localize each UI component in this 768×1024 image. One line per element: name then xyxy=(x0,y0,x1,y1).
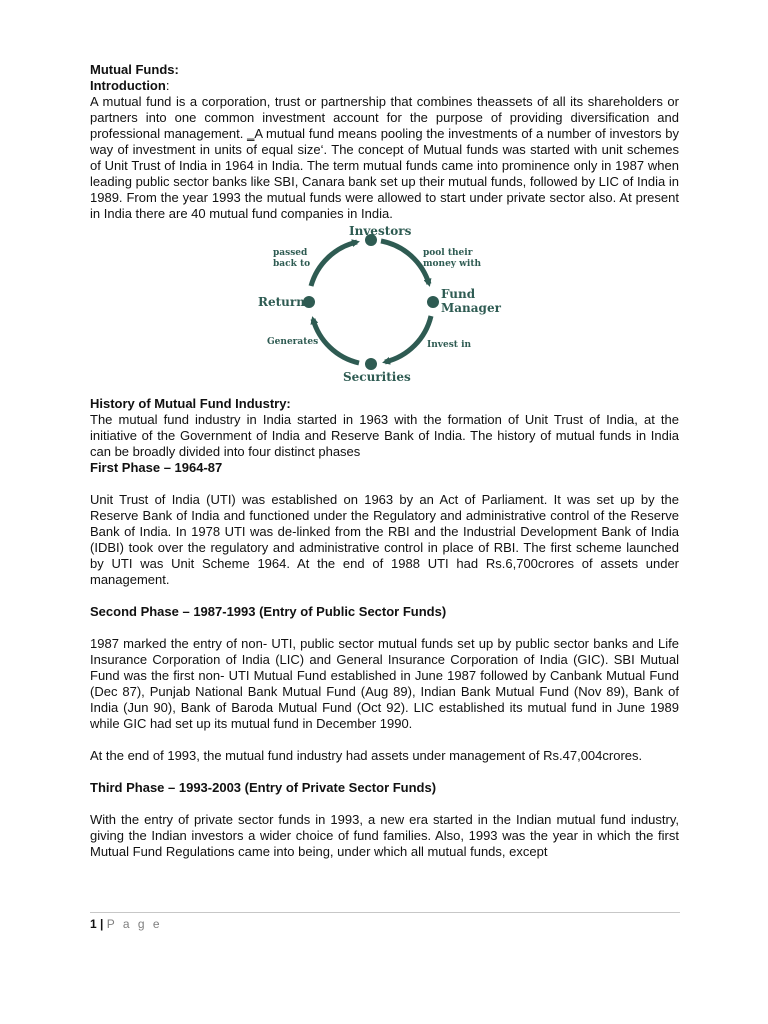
node-fund-manager xyxy=(427,296,439,308)
label-returns: Returns xyxy=(257,295,312,309)
history-heading: History of Mutual Fund Industry: xyxy=(90,396,291,411)
page-number: 1 xyxy=(90,917,97,931)
footer-separator: | xyxy=(100,917,104,931)
phase3-heading: Third Phase – 1993-2003 (Entry of Private Sector Funds) xyxy=(90,780,437,795)
introduction-label: Introduction xyxy=(90,78,166,93)
cycle-diagram-svg xyxy=(255,224,515,384)
arc-fund-to-securities xyxy=(385,316,431,362)
page-footer xyxy=(90,912,680,931)
label-pool-line1: pool their xyxy=(422,248,472,258)
label-fund-line1: Fund xyxy=(440,287,475,301)
node-securities xyxy=(365,358,377,370)
label-investors: Investors xyxy=(348,224,411,238)
phase2-heading: Second Phase – 1987-1993 (Entry of Public Sector Funds) xyxy=(90,604,447,619)
label-passed-line1: passed xyxy=(272,248,307,258)
phase2-end-paragraph: At the end of 1993, the mutual fund industry had assets under management of Rs.47,004crores. xyxy=(90,748,643,763)
history-paragraph: The mutual fund industry in India started in 1963 with the formation of Unit Trust of India, at the initiative of the Government of India and Reserve Bank of India. The history of mutual funds in India can be broadly divided into four distinct phases xyxy=(90,412,679,459)
arc-investors-to-fund xyxy=(381,241,429,284)
label-passed-line2: back to xyxy=(272,259,310,269)
page-label: P a g e xyxy=(106,917,163,931)
mutual-fund-cycle-diagram xyxy=(90,224,679,384)
label-securities: Securities xyxy=(342,370,411,384)
phase2-paragraph: 1987 marked the entry of non- UTI, public sector mutual funds set up by public sector banks and Life Insurance Corporation of India (LIC) and General Insurance Corporation of India (GIC). SBI Mutual Fund was the first non- UTI Mutual Fund established in June 1987 followed by Canbank Mutual Fund (Dec 87), Punjab National Bank Mutual Fund (Aug 89), Indian Bank Mutual Fund (Nov 89), Bank of India (Jun 90), Bank of Baroda Mutual Fund (Oct 92). LIC established its mutual fund in June 1989 while GIC had set up its mutual fund in December 1990. xyxy=(90,636,679,731)
arc-securities-to-returns xyxy=(313,319,359,363)
label-generates: Generates xyxy=(266,337,318,347)
phase1-heading: First Phase – 1964-87 xyxy=(90,460,223,475)
introduction-colon: : xyxy=(165,78,170,93)
phase1-paragraph: Unit Trust of India (UTI) was established on 1963 by an Act of Parliament. It was set up by the Reserve Bank of India and functioned under the Regulatory and administrative control of the Reserve Bank of India. In 1978 UTI was de-linked from the RBI and the Industrial Development Bank of India (IDBI) took over the regulatory and administrative control in place of RBI. The first scheme launched by UTI was Unit Scheme 1964. At the end of 1988 UTI had Rs.6,700crores of assets under management. xyxy=(90,492,679,587)
arc-returns-to-investors xyxy=(311,242,357,286)
label-invest-in: Invest in xyxy=(426,340,471,350)
label-fund-line2: Manager xyxy=(440,301,501,315)
phase3-paragraph: With the entry of private sector funds in 1993, a new era started in the Indian mutual fund industry, giving the Indian investors a wider choice of fund families. Also, 1993 was the year in which the first Mutual Fund Regulations came into being, under which all mutual funds, except xyxy=(90,812,679,859)
document-heading: Mutual Funds: xyxy=(90,62,179,77)
label-pool-line2: money with xyxy=(422,259,481,269)
introduction-heading xyxy=(90,78,679,94)
introduction-paragraph: A mutual fund is a corporation, trust or partnership that combines theassets of all its shareholders or partners into one common investment account for the purpose of providing diversification and professional management. ‗A mutual fund means pooling the investments of a number of investors by way of investment in units of equal size‘. The concept of Mutual funds was started with unit schemes of Unit Trust of India in 1964 in India. The term mutual funds came into prominence only in 1987 when leading public sector banks like SBI, Canara bank set up their mutual funds, followed by LIC of India in 1989. From the year 1993 the mutual funds were allowed to start under private sector also. At present in India there are 40 mutual fund companies in India. xyxy=(90,94,679,221)
